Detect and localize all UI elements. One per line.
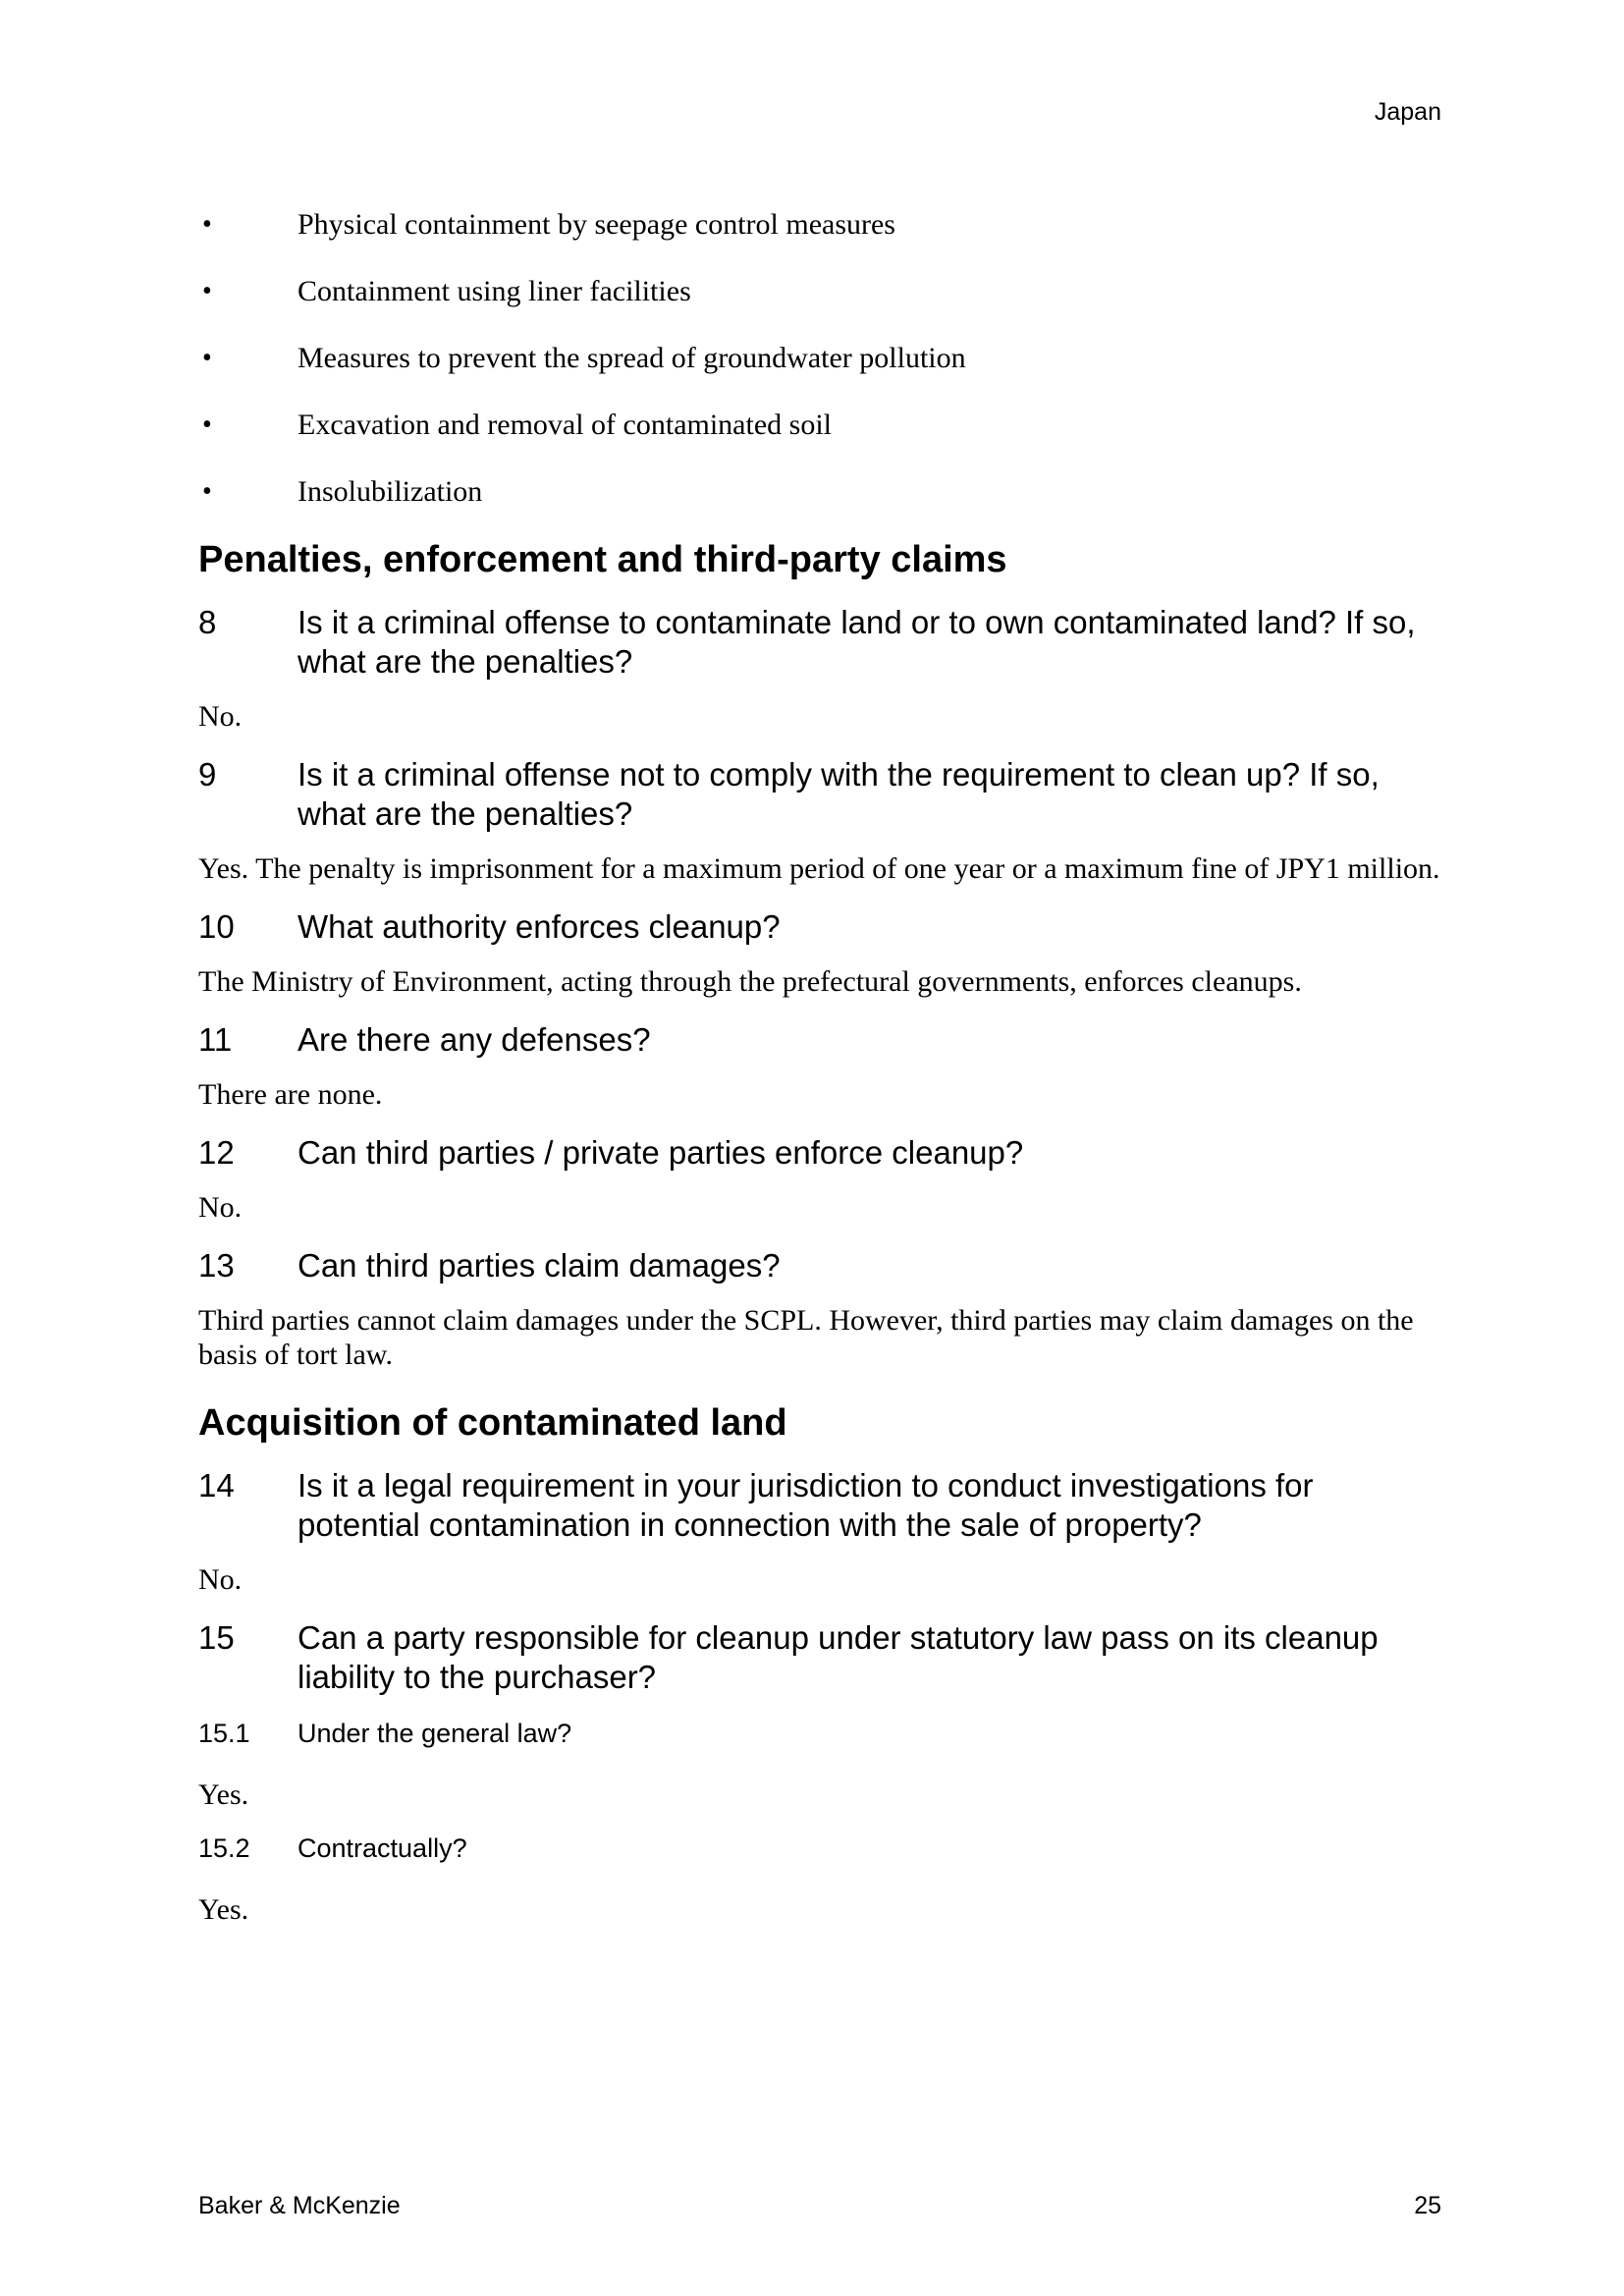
question-text: Can third parties claim damages? bbox=[298, 1247, 781, 1284]
question-number: 10 bbox=[198, 908, 235, 945]
subquestion-number: 15.2 bbox=[198, 1833, 250, 1863]
question-text: Is it a legal requirement in your jurisdiction to conduct investigations for potential contamination in connection with the sale of property? bbox=[298, 1467, 1314, 1543]
list-item-text: Physical containment by seepage control measures bbox=[298, 208, 895, 241]
bullet-icon: • bbox=[202, 209, 212, 240]
question-text: Are there any defenses? bbox=[298, 1021, 651, 1058]
list-item bbox=[198, 208, 1440, 242]
question-number: 14 bbox=[198, 1467, 235, 1503]
question-13 bbox=[198, 1246, 1440, 1285]
list-item-text: Containment using liner facilities bbox=[298, 275, 691, 307]
answer-12: No. bbox=[198, 1191, 243, 1224]
question-number: 12 bbox=[198, 1134, 235, 1171]
question-text: What authority enforces cleanup? bbox=[298, 908, 781, 945]
running-header-country: Japan bbox=[1374, 98, 1441, 126]
question-9 bbox=[198, 755, 1440, 834]
question-text: Can third parties / private parties enforce cleanup? bbox=[298, 1134, 1024, 1171]
question-11 bbox=[198, 1020, 1440, 1060]
section-heading-acquisition: Acquisition of contaminated land bbox=[198, 1402, 787, 1444]
footer-firm-name: Baker & McKenzie bbox=[198, 2192, 401, 2219]
question-15 bbox=[198, 1618, 1440, 1697]
question-text: Can a party responsible for cleanup under statutory law pass on its cleanup liability to the purchaser? bbox=[298, 1619, 1379, 1695]
bullet-icon: • bbox=[202, 410, 212, 440]
answer-15-2: Yes. bbox=[198, 1893, 249, 1926]
list-item bbox=[198, 342, 1440, 375]
question-14 bbox=[198, 1466, 1440, 1545]
subquestion-text: Under the general law? bbox=[298, 1719, 572, 1748]
answer-8: No. bbox=[198, 700, 243, 733]
list-item-text: Measures to prevent the spread of groundwater pollution bbox=[298, 342, 966, 374]
bullet-icon: • bbox=[202, 343, 212, 373]
question-number: 8 bbox=[198, 604, 217, 640]
question-10 bbox=[198, 907, 1440, 947]
list-item-text: Excavation and removal of contaminated soil bbox=[298, 409, 832, 441]
page-content bbox=[198, 208, 1440, 1927]
list-item-text: Insolubilization bbox=[298, 475, 483, 508]
bullet-icon: • bbox=[202, 276, 212, 306]
answer-13: Third parties cannot claim damages under the SCPL. However, third parties may claim damages on the basis of tort law. bbox=[198, 1304, 1414, 1371]
question-number: 9 bbox=[198, 756, 217, 793]
list-item bbox=[198, 275, 1440, 308]
answer-9: Yes. The penalty is imprisonment for a maximum period of one year or a maximum fine of JPY1 million. bbox=[198, 852, 1440, 885]
question-text: Is it a criminal offense to contaminate land or to own contaminated land? If so, what are the penalties? bbox=[298, 604, 1416, 680]
answer-10: The Ministry of Environment, acting through the prefectural governments, enforces cleanups. bbox=[198, 965, 1302, 998]
list-item bbox=[198, 475, 1440, 509]
answer-15-1: Yes. bbox=[198, 1778, 249, 1811]
remediation-measures-list bbox=[198, 208, 1440, 509]
question-12 bbox=[198, 1133, 1440, 1173]
list-item bbox=[198, 409, 1440, 442]
answer-14: No. bbox=[198, 1563, 243, 1596]
question-number: 13 bbox=[198, 1247, 235, 1284]
question-number: 11 bbox=[198, 1021, 233, 1058]
page-number: 25 bbox=[1414, 2192, 1441, 2219]
question-number: 15 bbox=[198, 1619, 235, 1656]
subquestion-15-2 bbox=[198, 1831, 1440, 1865]
answer-11: There are none. bbox=[198, 1078, 383, 1111]
question-8 bbox=[198, 603, 1440, 682]
bullet-icon: • bbox=[202, 476, 212, 507]
subquestion-15-1 bbox=[198, 1717, 1440, 1750]
section-heading-penalties: Penalties, enforcement and third-party claims bbox=[198, 539, 1007, 580]
question-text: Is it a criminal offense not to comply with the requirement to clean up? If so, what are the penalties? bbox=[298, 756, 1380, 832]
subquestion-number: 15.1 bbox=[198, 1719, 250, 1748]
subquestion-text: Contractually? bbox=[298, 1833, 467, 1863]
